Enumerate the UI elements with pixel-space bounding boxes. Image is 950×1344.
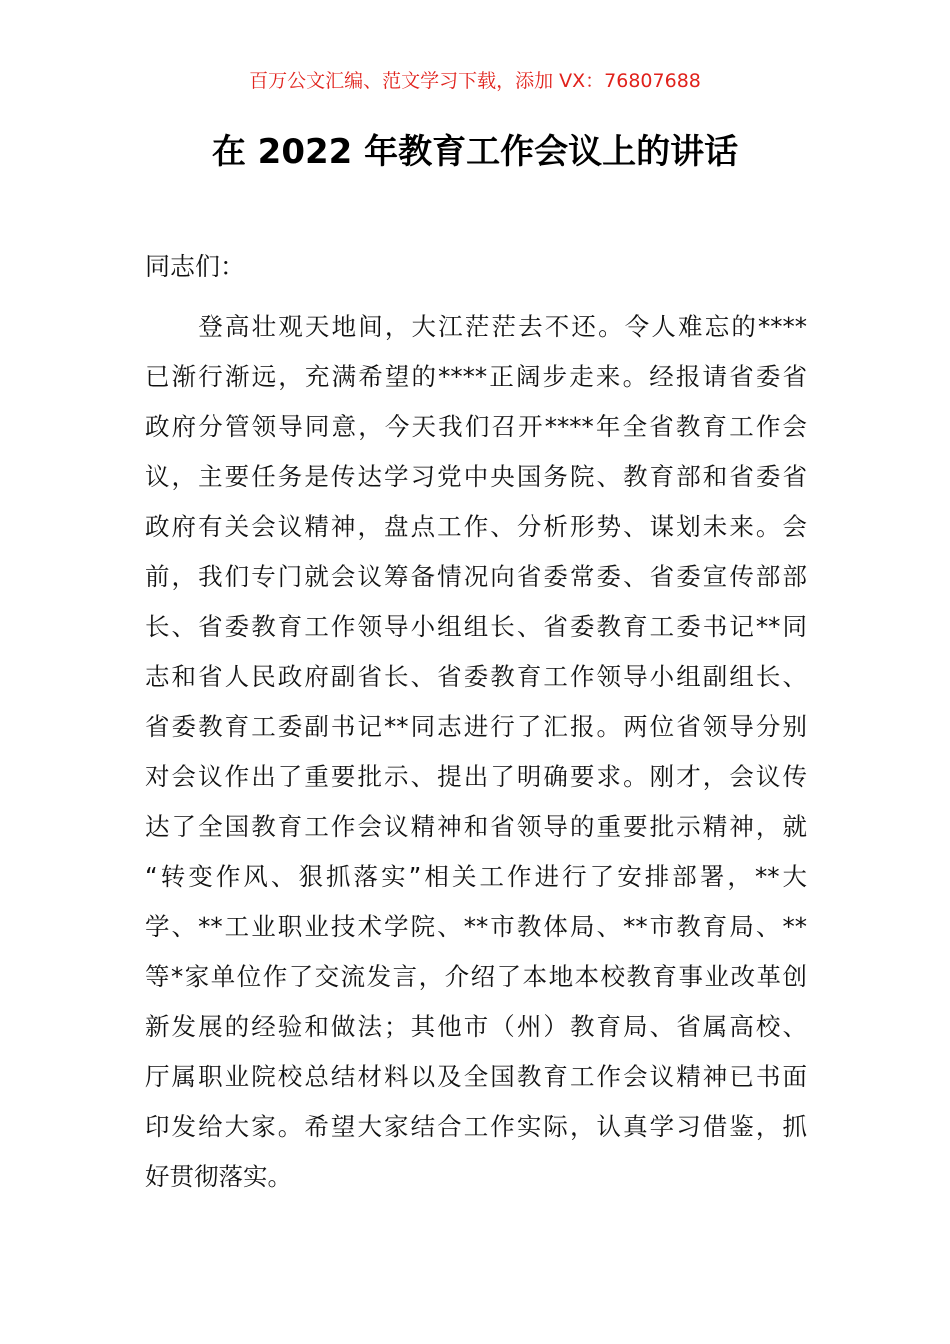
paragraph-line: 达了全国教育工作会议精神和省领导的重要批示精神，就 <box>145 812 807 841</box>
paragraph-line: 志和省人民政府副省长、省委教育工作领导小组副组长、 <box>145 662 807 691</box>
paragraph-line: 省委教育工委副书记**同志进行了汇报。两位省领导分别 <box>145 712 807 741</box>
paragraph-line: 前，我们专门就会议筹备情况向省委常委、省委宣传部部 <box>145 562 807 591</box>
paragraph-line: 新发展的经验和做法；其他市（州）教育局、省属高校、 <box>145 1012 807 1041</box>
paragraph-line: “转变作风、狠抓落实”相关工作进行了安排部署，**大 <box>145 862 807 891</box>
paragraph-line: 对会议作出了重要批示、提出了明确要求。刚才，会议传 <box>145 762 807 791</box>
watermark-header: 百万公文汇编、范文学习下载，添加 VX：76807688 <box>249 70 701 92</box>
paragraph-line: 印发给大家。希望大家结合工作实际，认真学习借鉴，抓 <box>145 1112 807 1141</box>
salutation: 同志们： <box>145 252 246 281</box>
paragraph-line: 议，主要任务是传达学习党中央国务院、教育部和省委省 <box>145 462 807 491</box>
paragraph-line: 长、省委教育工作领导小组组长、省委教育工委书记**同 <box>145 612 807 641</box>
paragraph-line: 政府有关会议精神，盘点工作、分析形势、谋划未来。会 <box>145 512 807 541</box>
paragraph-line: 厅属职业院校总结材料以及全国教育工作会议精神已书面 <box>145 1062 807 1091</box>
paragraph-line: 好贯彻落实。 <box>145 1162 292 1191</box>
paragraph-line: 学、**工业职业技术学院、**市教体局、**市教育局、** <box>145 912 807 941</box>
body-paragraph <box>145 307 807 1207</box>
paragraph-line: 已渐行渐远，充满希望的****正阔步走来。经报请省委省 <box>145 362 807 391</box>
paragraph-line: 政府分管领导同意，今天我们召开****年全省教育工作会 <box>145 412 807 441</box>
document-title: 在 2022 年教育工作会议上的讲话 <box>211 132 739 172</box>
paragraph-line: 登高壮观天地间，大江茫茫去不还。令人难忘的**** <box>145 312 807 341</box>
paragraph-line: 等*家单位作了交流发言，介绍了本地本校教育事业改革创 <box>145 962 807 991</box>
